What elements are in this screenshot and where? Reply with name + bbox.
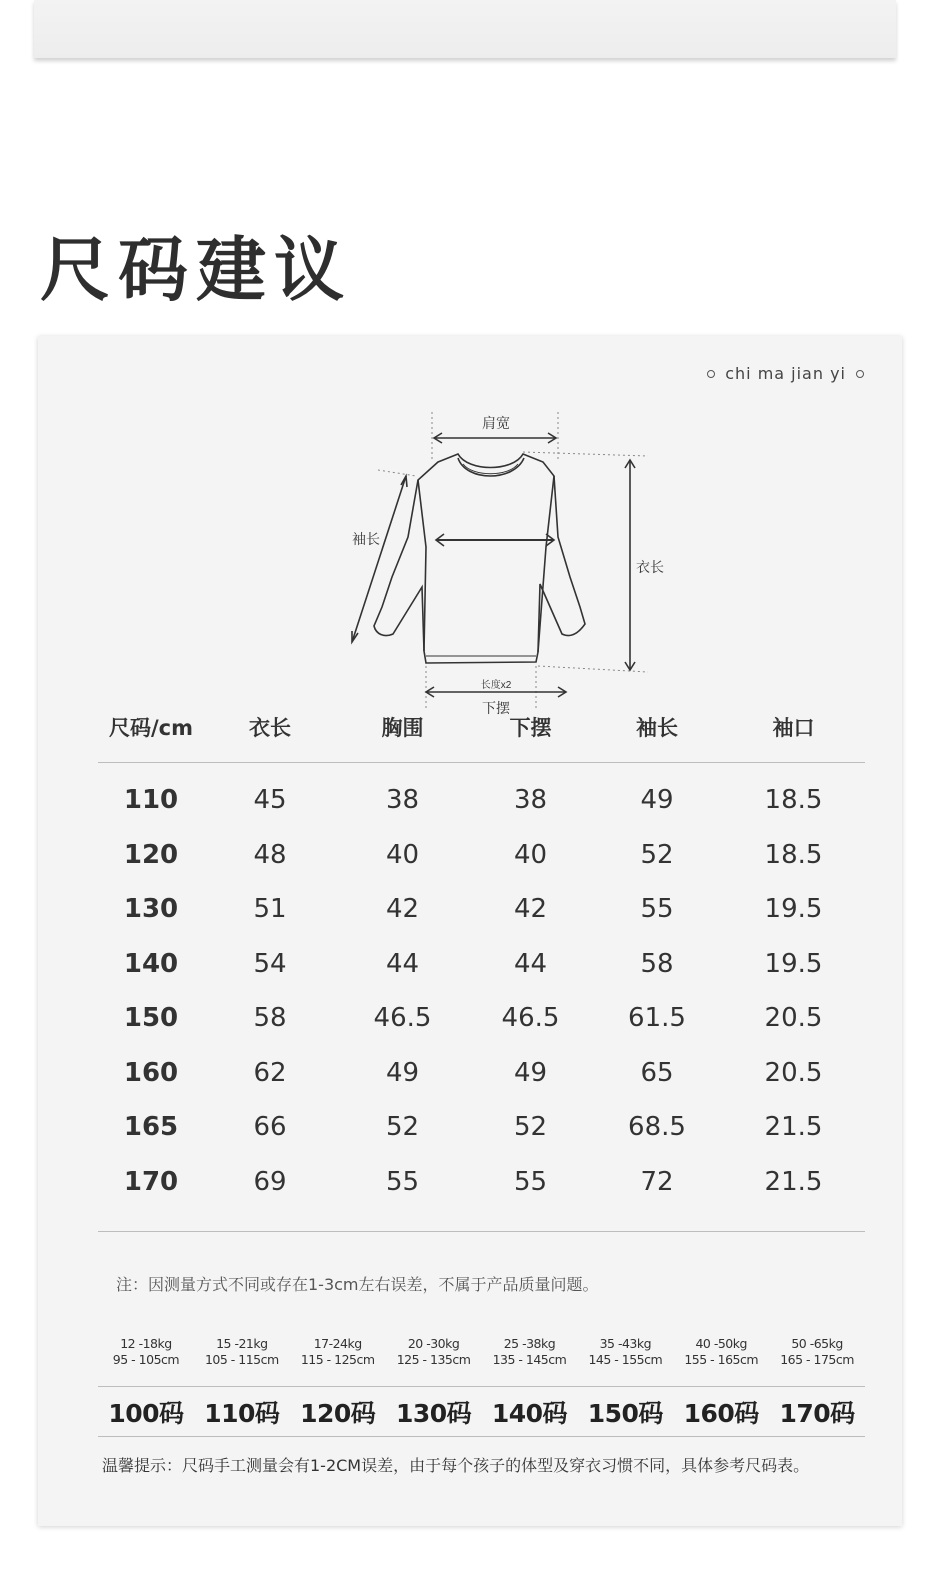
weight-item: [769, 1336, 865, 1368]
header-chest: 胸围: [336, 692, 469, 763]
size-cell: 130: [123, 894, 179, 925]
weight-item: [98, 1336, 194, 1368]
divider: [98, 1436, 865, 1437]
warm-tip: 温馨提示：尺码手工测量会有1-2CM误差，由于每个孩子的体型及穿衣习惯不同，具体参考尺码表。: [102, 1456, 810, 1475]
sleeve-cell: 49: [640, 785, 674, 816]
page-title: 尺码建议: [40, 229, 352, 311]
weight-range: 40 -50kg: [695, 1336, 747, 1351]
sleeve-cell: 68.5: [628, 1112, 686, 1143]
size-cell: 170: [123, 1166, 179, 1197]
chest-cell: 38: [385, 785, 420, 816]
cuff-cell: 19.5: [764, 948, 823, 979]
hem-cell: 44: [513, 948, 548, 979]
chest-cell: 44: [385, 948, 420, 979]
size-cell: 165: [123, 1112, 179, 1143]
circle-dot-icon: [856, 370, 864, 378]
size-code-row: [98, 1394, 865, 1430]
table-bottom-divider: [98, 1209, 865, 1232]
length-label: 衣长: [636, 559, 664, 575]
size-code: 110码: [204, 1399, 280, 1428]
size-code: 100码: [108, 1399, 184, 1428]
table-row: [98, 1155, 865, 1210]
weight-height-guide: [98, 1336, 865, 1368]
pinyin-caption: [707, 364, 864, 383]
cuff-cell: 20.5: [764, 1003, 823, 1034]
length-cell: 62: [253, 1057, 287, 1088]
size-code: 170码: [779, 1399, 855, 1428]
weight-range: 15 -21kg: [216, 1336, 268, 1351]
size-cell: 120: [123, 839, 179, 870]
chest-cell: 40: [385, 839, 420, 870]
size-cell: 160: [123, 1057, 179, 1088]
measurement-note: 注：因测量方式不同或存在1-3cm左右误差，不属于产品质量问题。: [116, 1275, 599, 1294]
length-cell: 48: [253, 839, 287, 870]
hem-cell: 55: [513, 1166, 548, 1197]
chest-cell: 46.5: [373, 1003, 432, 1034]
chest-cell: 42: [385, 894, 420, 925]
size-cell: 110: [123, 785, 179, 816]
cuff-cell: 21.5: [764, 1166, 823, 1197]
size-cell: 150: [123, 1003, 179, 1034]
table-row: [98, 828, 865, 883]
height-range: 145 - 155cm: [588, 1352, 663, 1367]
table-row: [98, 882, 865, 937]
hem-cell: 46.5: [501, 1003, 560, 1034]
height-range: 165 - 175cm: [780, 1352, 854, 1367]
size-code: 160码: [683, 1399, 759, 1428]
length-cell: 45: [253, 785, 287, 816]
sleeve-label: 袖长: [352, 531, 380, 547]
header-sleeve: 袖长: [592, 692, 722, 763]
chest-cell: 55: [385, 1166, 420, 1197]
sleeve-cell: 58: [640, 948, 674, 979]
sleeve-cell: 52: [640, 839, 674, 870]
table-row: [98, 1100, 865, 1155]
weight-range: 25 -38kg: [503, 1336, 556, 1351]
hem-cell: 52: [513, 1112, 548, 1143]
sleeve-cell: 55: [640, 894, 674, 925]
top-image-strip: [34, 0, 896, 58]
chest-cell: 52: [385, 1112, 420, 1143]
sleeve-cell: 65: [640, 1057, 674, 1088]
length-cell: 54: [253, 948, 287, 979]
size-code: 120码: [300, 1399, 376, 1428]
size-guide-panel: [38, 336, 902, 1526]
cuff-cell: 18.5: [764, 839, 823, 870]
cuff-cell: 21.5: [764, 1112, 823, 1143]
table-row: [98, 991, 865, 1046]
hem-cell: 42: [513, 894, 548, 925]
sleeve-cell: 61.5: [628, 1003, 686, 1034]
height-range: 115 - 125cm: [300, 1352, 375, 1367]
cuff-cell: 19.5: [764, 894, 823, 925]
height-range: 95 - 105cm: [112, 1352, 180, 1367]
header-length: 衣长: [204, 692, 336, 763]
weight-item: [386, 1336, 482, 1368]
garment-measurement-diagram: [308, 372, 664, 716]
chest-cell: 49: [385, 1057, 420, 1088]
weight-range: 20 -30kg: [407, 1336, 460, 1351]
size-code: 130码: [395, 1399, 472, 1428]
right-sleeve-seam: [538, 476, 554, 652]
weight-range: 35 -43kg: [599, 1336, 652, 1351]
weight-item: [194, 1336, 290, 1368]
table-row: [98, 937, 865, 992]
height-range: 155 - 165cm: [684, 1352, 759, 1367]
hem-sub-label: 长度x2: [480, 680, 512, 691]
weight-range: 50 -65kg: [791, 1336, 843, 1351]
hem-cell: 38: [513, 785, 548, 816]
circle-dot-icon: [707, 370, 715, 378]
size-code: 140码: [491, 1399, 568, 1428]
table-header-row: [98, 692, 865, 763]
table-row: [98, 1046, 865, 1101]
weight-range: 12 -18kg: [120, 1336, 172, 1351]
cuff-cell: 18.5: [764, 785, 823, 816]
size-code: 150码: [587, 1399, 663, 1428]
length-cell: 69: [253, 1166, 287, 1197]
length-cell: 66: [253, 1112, 287, 1143]
pinyin-text: chi ma jian yi: [725, 364, 846, 383]
weight-item: [673, 1336, 769, 1368]
header-size: 尺码/cm: [98, 692, 204, 763]
sleeve-cell: 72: [640, 1166, 674, 1197]
height-range: 135 - 145cm: [492, 1352, 567, 1367]
shoulder-label: 肩宽: [482, 415, 510, 431]
header-cuff: 袖口: [722, 692, 865, 763]
length-cell: 51: [253, 894, 287, 925]
length-cell: 58: [253, 1003, 287, 1034]
height-range: 125 - 135cm: [396, 1352, 471, 1367]
weight-item: [290, 1336, 386, 1368]
table-row: [98, 763, 865, 828]
hem-cell: 49: [513, 1057, 548, 1088]
height-range: 105 - 115cm: [204, 1352, 279, 1367]
divider: [98, 1386, 865, 1387]
left-sleeve-seam: [418, 480, 426, 651]
hem-cell: 40: [513, 839, 548, 870]
weight-item: [577, 1336, 673, 1368]
header-hem: 下摆: [469, 692, 592, 763]
weight-item: [482, 1336, 578, 1368]
cuff-cell: 20.5: [764, 1057, 823, 1088]
size-cell: 140: [123, 948, 179, 979]
weight-range: 17-24kg: [313, 1336, 362, 1351]
hem-label: 下摆: [482, 700, 510, 716]
size-table: [98, 692, 865, 1232]
